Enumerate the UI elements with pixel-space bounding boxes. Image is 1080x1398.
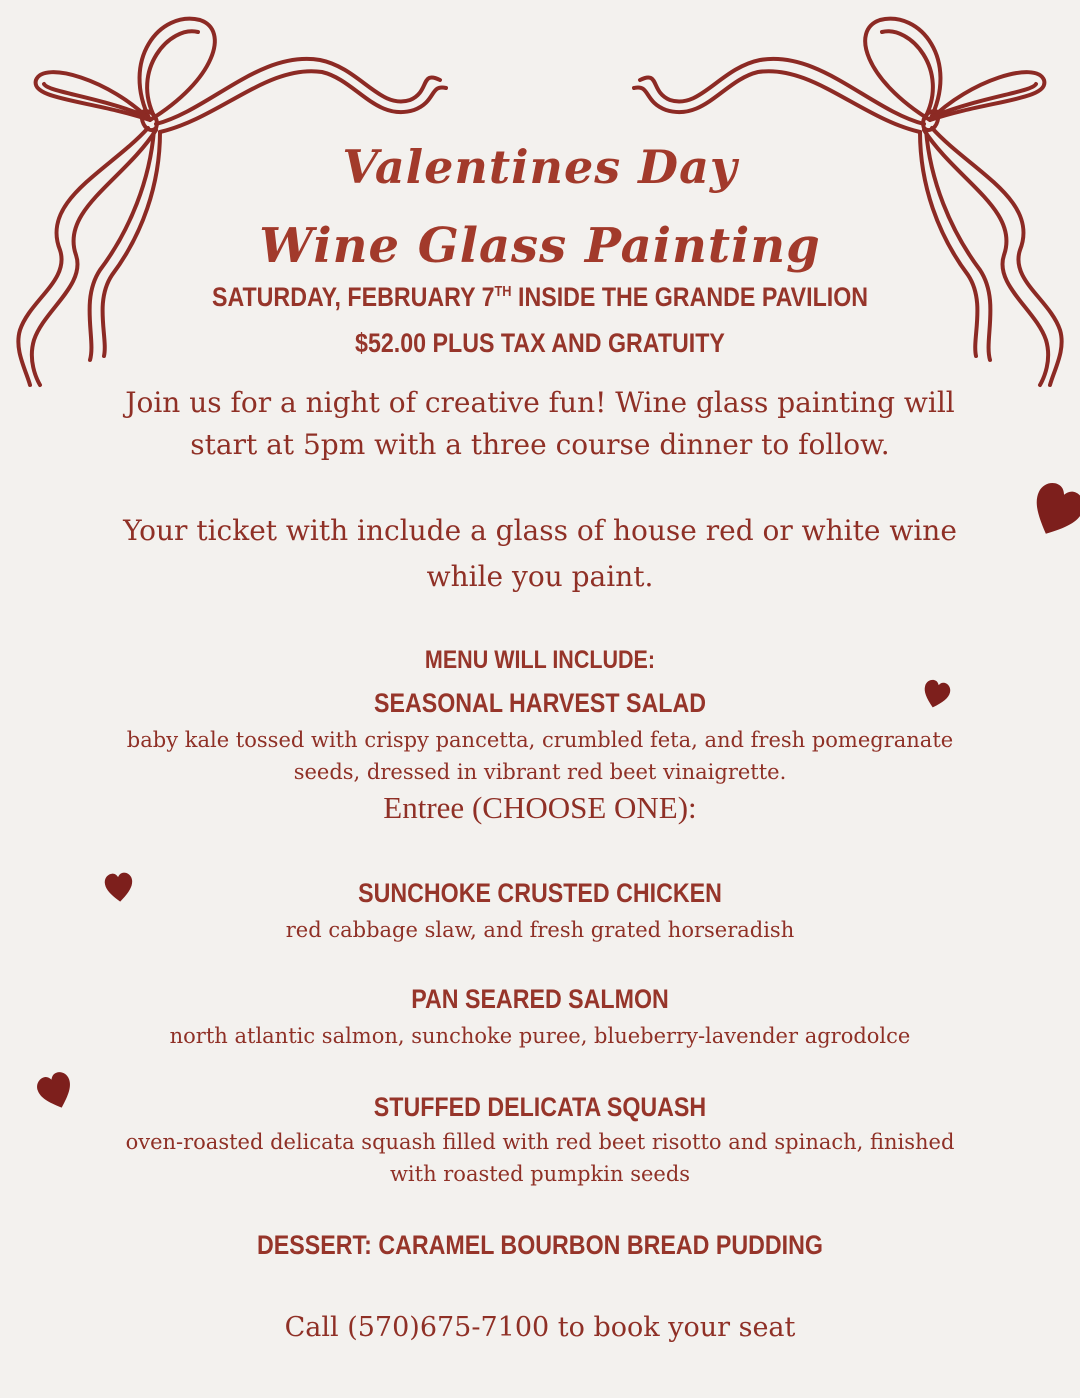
event-date: SATURDAY, FEBRUARY 7: [211, 282, 495, 312]
dessert: DESSERT: CARAMEL BOURBON BREAD PUDDING: [257, 1230, 823, 1260]
title-line-1: Valentines Day: [342, 140, 738, 194]
entree-desc: red cabbage slaw, and fresh grated horseradish: [285, 918, 795, 942]
entree-title: STUFFED DELICATA SQUASH: [373, 1092, 707, 1122]
entree-desc: with roasted pumpkin seeds: [389, 1162, 691, 1186]
entree-title: SUNCHOKE CRUSTED CHICKEN: [358, 878, 722, 908]
salad-title: SEASONAL HARVEST SALAD: [373, 688, 707, 718]
heart-icon: [32, 1067, 80, 1117]
date-ordinal: TH: [494, 284, 512, 300]
intro-line-2: start at 5pm with a three course dinner to follow.: [190, 428, 890, 461]
call-to-book: Call (570)675-7100 to book your seat: [284, 1312, 796, 1343]
title-line-2: Wine Glass Painting: [259, 218, 821, 274]
entree-heading: Entree (CHOOSE ONE):: [383, 790, 697, 825]
event-price: $52.00 PLUS TAX AND GRATUITY: [355, 328, 725, 358]
menu-heading: MENU WILL INCLUDE:: [424, 646, 656, 674]
entree-title: PAN SEARED SALMON: [411, 984, 669, 1014]
ticket-line-1: Your ticket with include a glass of house red or white wine: [123, 514, 957, 547]
entree-desc: north atlantic salmon, sunchoke puree, blueberry-lavender agrodolce: [169, 1024, 911, 1048]
salad-desc-line-2: seeds, dressed in vibrant red beet vinaigrette.: [293, 760, 787, 784]
event-date-location: [76, 282, 1005, 313]
intro-line-1: Join us for a night of creative fun! Wine glass painting will: [125, 386, 955, 419]
entree-desc: oven-roasted delicata squash filled with red beet risotto and spinach, finished: [125, 1130, 955, 1154]
ticket-line-2: while you paint.: [426, 560, 654, 593]
event-location: INSIDE THE GRANDE PAVILION: [511, 282, 869, 312]
salad-desc-line-1: baby kale tossed with crispy pancetta, crumbled feta, and fresh pomegranate: [126, 728, 954, 752]
